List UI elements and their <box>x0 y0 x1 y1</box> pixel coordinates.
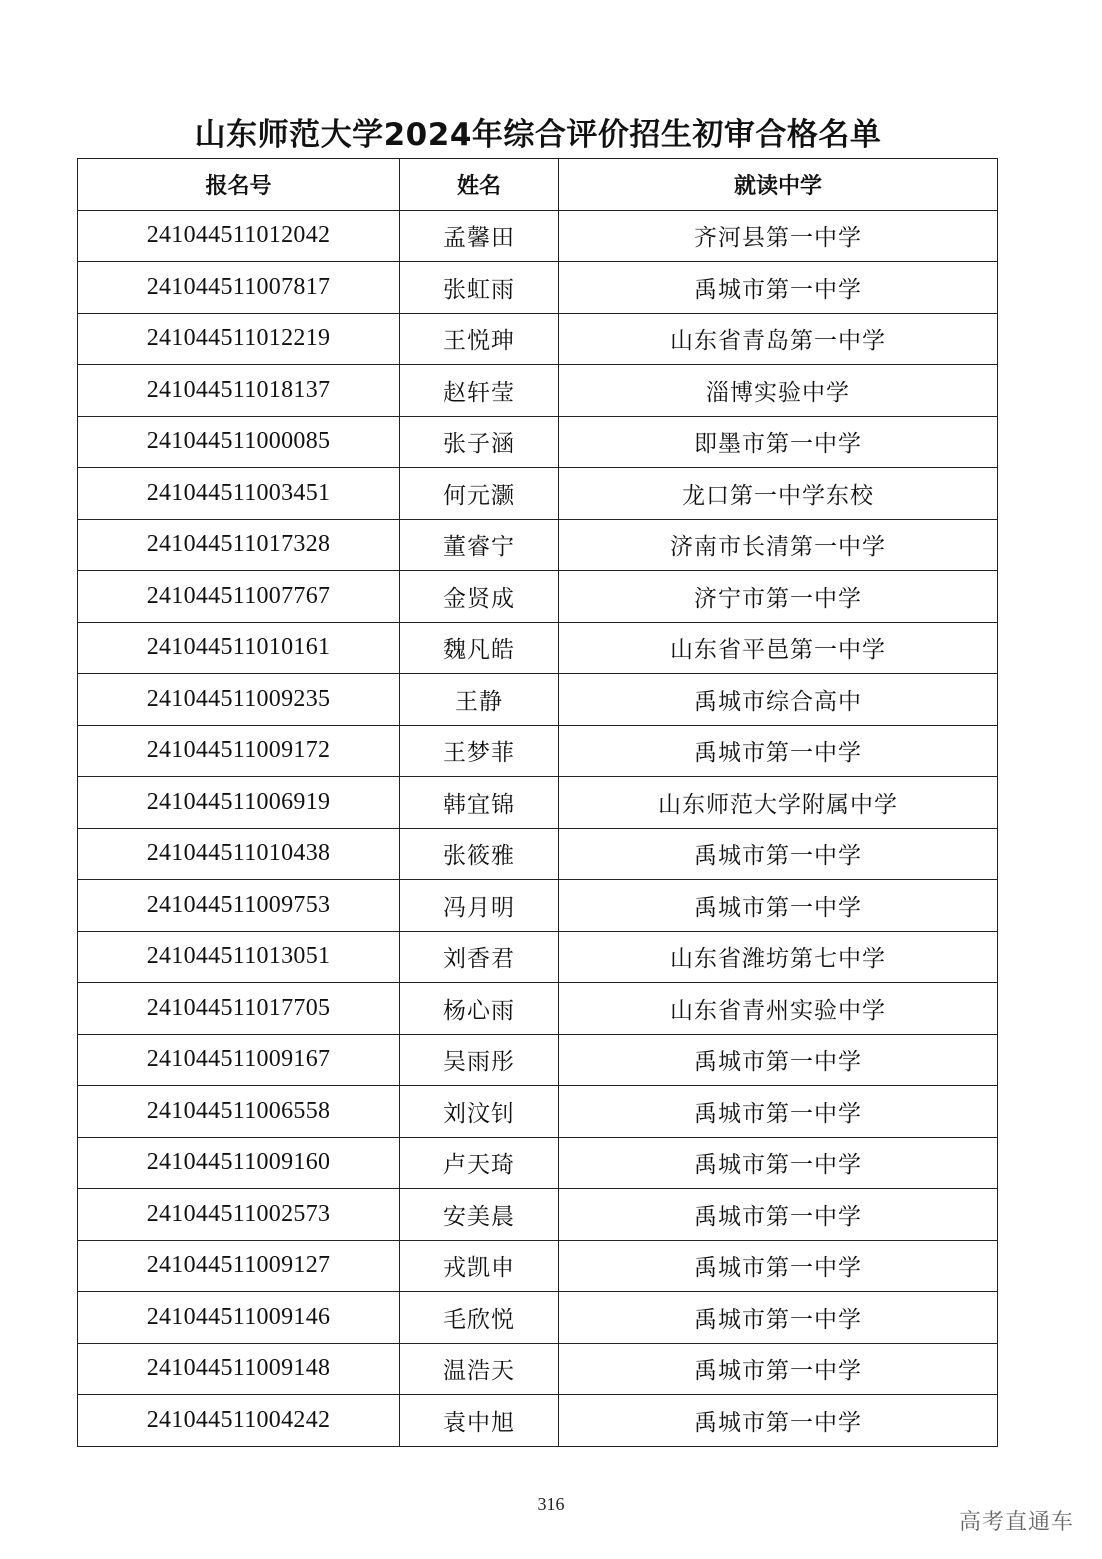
registration-number-cell: 241044511010438 <box>78 828 400 880</box>
table-row <box>78 313 998 365</box>
school-name-cell: 齐河县第一中学 <box>559 210 998 262</box>
registration-number-cell: 241044511006919 <box>78 777 400 829</box>
table-row <box>78 1086 998 1138</box>
school-name-cell: 山东省潍坊第七中学 <box>559 931 998 983</box>
table-row <box>78 622 998 674</box>
table-row <box>78 1240 998 1292</box>
table-row <box>78 468 998 520</box>
student-name-cell: 戎凯申 <box>400 1240 559 1292</box>
registration-number-cell: 241044511004242 <box>78 1395 400 1447</box>
school-name-cell: 济宁市第一中学 <box>559 571 998 623</box>
column-header-registration-number: 报名号 <box>78 159 400 211</box>
column-header-school: 就读中学 <box>559 159 998 211</box>
admission-list-table <box>77 158 998 1447</box>
registration-number-cell: 241044511017328 <box>78 519 400 571</box>
school-name-cell: 禹城市综合高中 <box>559 674 998 726</box>
table-row <box>78 1343 998 1395</box>
table-row <box>78 880 998 932</box>
school-name-cell: 济南市长清第一中学 <box>559 519 998 571</box>
school-name-cell: 淄博实验中学 <box>559 365 998 417</box>
student-name-cell: 魏凡皓 <box>400 622 559 674</box>
column-header-name: 姓名 <box>400 159 559 211</box>
registration-number-cell: 241044511009160 <box>78 1137 400 1189</box>
school-name-cell: 禹城市第一中学 <box>559 828 998 880</box>
school-name-cell: 禹城市第一中学 <box>559 1086 998 1138</box>
student-name-cell: 王悦珅 <box>400 313 559 365</box>
table-header-row <box>78 159 998 211</box>
student-name-cell: 董睿宁 <box>400 519 559 571</box>
registration-number-cell: 241044511003451 <box>78 468 400 520</box>
student-name-cell: 何元灏 <box>400 468 559 520</box>
school-name-cell: 即墨市第一中学 <box>559 416 998 468</box>
table-row <box>78 519 998 571</box>
watermark-text: 高考直通车 <box>958 1510 1074 1535</box>
student-name-cell: 张虹雨 <box>400 262 559 314</box>
table-row <box>78 365 998 417</box>
school-name-cell: 禹城市第一中学 <box>559 262 998 314</box>
student-name-cell: 赵轩莹 <box>400 365 559 417</box>
table-row <box>78 983 998 1035</box>
student-name-cell: 王静 <box>400 674 559 726</box>
student-name-cell: 袁中旭 <box>400 1395 559 1447</box>
registration-number-cell: 241044511009127 <box>78 1240 400 1292</box>
student-name-cell: 刘香君 <box>400 931 559 983</box>
school-name-cell: 山东省青岛第一中学 <box>559 313 998 365</box>
registration-number-cell: 241044511009148 <box>78 1343 400 1395</box>
table-row <box>78 571 998 623</box>
registration-number-cell: 241044511009172 <box>78 725 400 777</box>
student-name-cell: 温浩天 <box>400 1343 559 1395</box>
registration-number-cell: 241044511009753 <box>78 880 400 932</box>
school-name-cell: 禹城市第一中学 <box>559 1395 998 1447</box>
student-name-cell: 毛欣悦 <box>400 1292 559 1344</box>
school-name-cell: 禹城市第一中学 <box>559 1137 998 1189</box>
student-name-cell: 韩宜锦 <box>400 777 559 829</box>
student-name-cell: 刘汶钊 <box>400 1086 559 1138</box>
school-name-cell: 禹城市第一中学 <box>559 1292 998 1344</box>
school-name-cell: 禹城市第一中学 <box>559 1343 998 1395</box>
student-name-cell: 杨心雨 <box>400 983 559 1035</box>
registration-number-cell: 241044511009167 <box>78 1034 400 1086</box>
registration-number-cell: 241044511017705 <box>78 983 400 1035</box>
registration-number-cell: 241044511009146 <box>78 1292 400 1344</box>
table-row <box>78 777 998 829</box>
student-name-cell: 张筱雅 <box>400 828 559 880</box>
table-row <box>78 674 998 726</box>
table-row <box>78 1034 998 1086</box>
school-name-cell: 禹城市第一中学 <box>559 1240 998 1292</box>
table-row <box>78 1137 998 1189</box>
table-row <box>78 416 998 468</box>
table-row <box>78 931 998 983</box>
student-name-cell: 冯月明 <box>400 880 559 932</box>
registration-number-cell: 241044511009235 <box>78 674 400 726</box>
registration-number-cell: 241044511007767 <box>78 571 400 623</box>
registration-number-cell: 241044511018137 <box>78 365 400 417</box>
registration-number-cell: 241044511013051 <box>78 931 400 983</box>
table-row <box>78 262 998 314</box>
table-row <box>78 1395 998 1447</box>
registration-number-cell: 241044511010161 <box>78 622 400 674</box>
school-name-cell: 山东师范大学附属中学 <box>559 777 998 829</box>
registration-number-cell: 241044511012042 <box>78 210 400 262</box>
student-name-cell: 金贤成 <box>400 571 559 623</box>
registration-number-cell: 241044511007817 <box>78 262 400 314</box>
student-name-cell: 卢天琦 <box>400 1137 559 1189</box>
student-name-cell: 孟馨田 <box>400 210 559 262</box>
school-name-cell: 禹城市第一中学 <box>559 880 998 932</box>
school-name-cell: 禹城市第一中学 <box>559 725 998 777</box>
table-row <box>78 1292 998 1344</box>
table-body <box>78 210 998 1446</box>
school-name-cell: 山东省平邑第一中学 <box>559 622 998 674</box>
table-row <box>78 1189 998 1241</box>
school-name-cell: 禹城市第一中学 <box>559 1189 998 1241</box>
registration-number-cell: 241044511006558 <box>78 1086 400 1138</box>
school-name-cell: 龙口第一中学东校 <box>559 468 998 520</box>
table-row <box>78 828 998 880</box>
school-name-cell: 山东省青州实验中学 <box>559 983 998 1035</box>
registration-number-cell: 241044511000085 <box>78 416 400 468</box>
table-row <box>78 210 998 262</box>
registration-number-cell: 241044511012219 <box>78 313 400 365</box>
school-name-cell: 禹城市第一中学 <box>559 1034 998 1086</box>
student-name-cell: 安美晨 <box>400 1189 559 1241</box>
page-number: 316 <box>537 1494 565 1514</box>
student-name-cell: 张子涵 <box>400 416 559 468</box>
table-row <box>78 725 998 777</box>
registration-number-cell: 241044511002573 <box>78 1189 400 1241</box>
page-title: 山东师范大学2024年综合评价招生初审合格名单 <box>194 117 882 153</box>
student-name-cell: 吴雨彤 <box>400 1034 559 1086</box>
student-name-cell: 王梦菲 <box>400 725 559 777</box>
